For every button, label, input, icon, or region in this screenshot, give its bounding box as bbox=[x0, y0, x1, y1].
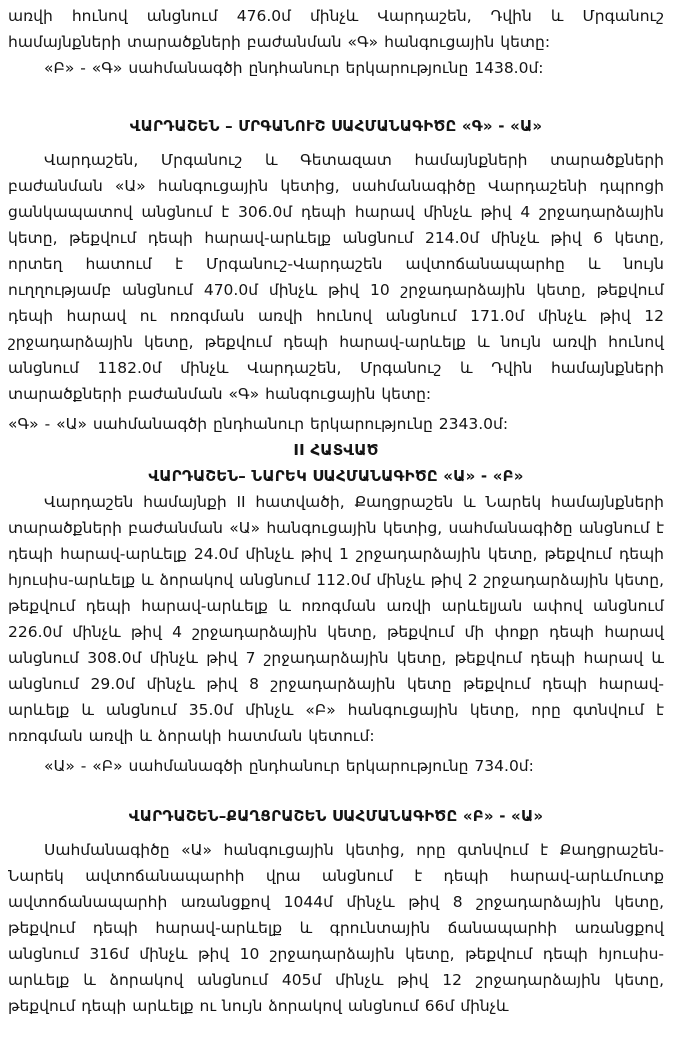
section-body-vardashen-mrganush: Վարդաշեն, Մրգանուշ և Գետազատ համայնքների տարածքների բաժանման «Ա» հանգուցային կետից, սահմանագիծը Վարդաշենի դպրոցի ցանկապատով անցնում է 306.0մ դեպի հարավ մինչև թիվ 4 շրջադարձային կետը, թեքվում դեպի հարավ-արևելք անցնում 214.0մ մինչև թիվ 6 կետը, որտեղ հատում է Մրգանուշ-Վարդաշեն ավտոճանապարհը և նույն ուղղությամբ անցնում 470.0մ մինչև թիվ 10 շրջադարձային կետը, թեքվում դեպի հարավ ու ոռոգման առվի հունով անցնում 171.0մ մինչև թիվ 12 շրջադարձային կետը, թեքվում դեպի հարավ-արևելք և նույն առվի հունով անցնում 1182.0մ մինչև Վարդաշեն, Մրգանուշ և Դվին համայնքների տարածքների բաժանման «Գ» հանգուցային կետը: bbox=[8, 151, 664, 403]
boundary-total-a-b: «Ա» - «Բ» սահմանագծի ընդհանուր երկարությունը 734.0մ: bbox=[44, 757, 534, 775]
section-body-vardashen-kaghtsrashen: Սահմանագիծը «Ա» հանգուցային կետից, որը գտնվում է Քաղցրաշեն-Նարեկ ավտոճանապարհի վրա անցնում է դեպի հարավ-արևմուտք ավտոճանապարհի առանցքով 1044մ մինչև թիվ 8 շրջադարձային կետը, թեքվում դեպի հարավ-արևելք և գրունտային ճանապարհի առանցքով անցնում 316մ մինչև թիվ 10 շրջադարձային կետը, թեքվում դեպի հյուսիս-արևելք և ձորակով անցնում 405մ մինչև թիվ 12 շրջադարձային կետը, թեքվում դեպի արևելք ու նույն ձորակով անցնում 66մ մինչև bbox=[8, 841, 664, 1015]
boundary-total-b-g: «Բ» - «Գ» սահմանագծի ընդհանուր երկարությունը 1438.0մ: bbox=[44, 59, 544, 77]
section-heading-vardashen-narek: ՎԱՐԴԱՇԵՆ– ՆԱՐԵԿ ՍԱՀՄԱՆԱԳԻԾԸ «Ա» - «Բ» bbox=[148, 467, 524, 485]
boundary-total-g-a: «Գ» - «Ա» սահմանագծի ընդհանուր երկարությունը 2343.0մ: bbox=[8, 415, 509, 433]
section-body-vardashen-narek: Վարդաշեն համայնքի II հատվածի, Քաղցրաշեն և Նարեկ համայնքների տարածքների բաժանման «Ա» հանգուցային կետից, սահմանագիծը անցնում է դեպի հարավ-արևելք 24.0մ մինչև թիվ 1 շրջադարձային կետը, թեքվում դեպի հյուսիս-արևելք և ձորակով անցնում 112.0մ մինչև թիվ 2 շրջադարձային կետը, թեքվում դեպի հարավ-արևելք և ոռոգման առվի արևելյան ափով անցնում 226.0մ մինչև թիվ 4 շրջադարձային կետը, թեքվում մի փոքր դեպի հարավ անցնում 308.0մ մինչև թիվ 7 շրջադարձային կետը, թեքվում դեպի հարավ և անցնում 29.0մ մինչև թիվ 8 շրջադարձային կետը թեքվում դեպի հարավ-արևելք և անցնում 35.0մ մինչև «Բ» հանգուցային կետը, որը գտնվում է ոռոգման առվի և ձորակի հատման կետում: bbox=[8, 493, 664, 745]
continuation-paragraph: առվի հունով անցնում 476.0մ մինչև Վարդաշեն, Դվին և Մրգանուշ համայնքների տարածքների բաժանման «Գ» հանգուցային կետը: bbox=[8, 7, 664, 51]
part-heading-ii: II ՀԱՏՎԱԾ bbox=[293, 441, 379, 459]
section-heading-vardashen-kaghtsrashen: ՎԱՐԴԱՇԵՆ–ՔԱՂՑՐԱՇԵՆ ՍԱՀՄԱՆԱԳԻԾԸ «Բ» - «Ա» bbox=[128, 807, 544, 825]
section-heading-vardashen-mrganush: ՎԱՐԴԱՇԵՆ – ՄՐԳԱՆՈՒՇ ՍԱՀՄԱՆԱԳԻԾԸ «Գ» - «Ա» bbox=[129, 117, 543, 135]
